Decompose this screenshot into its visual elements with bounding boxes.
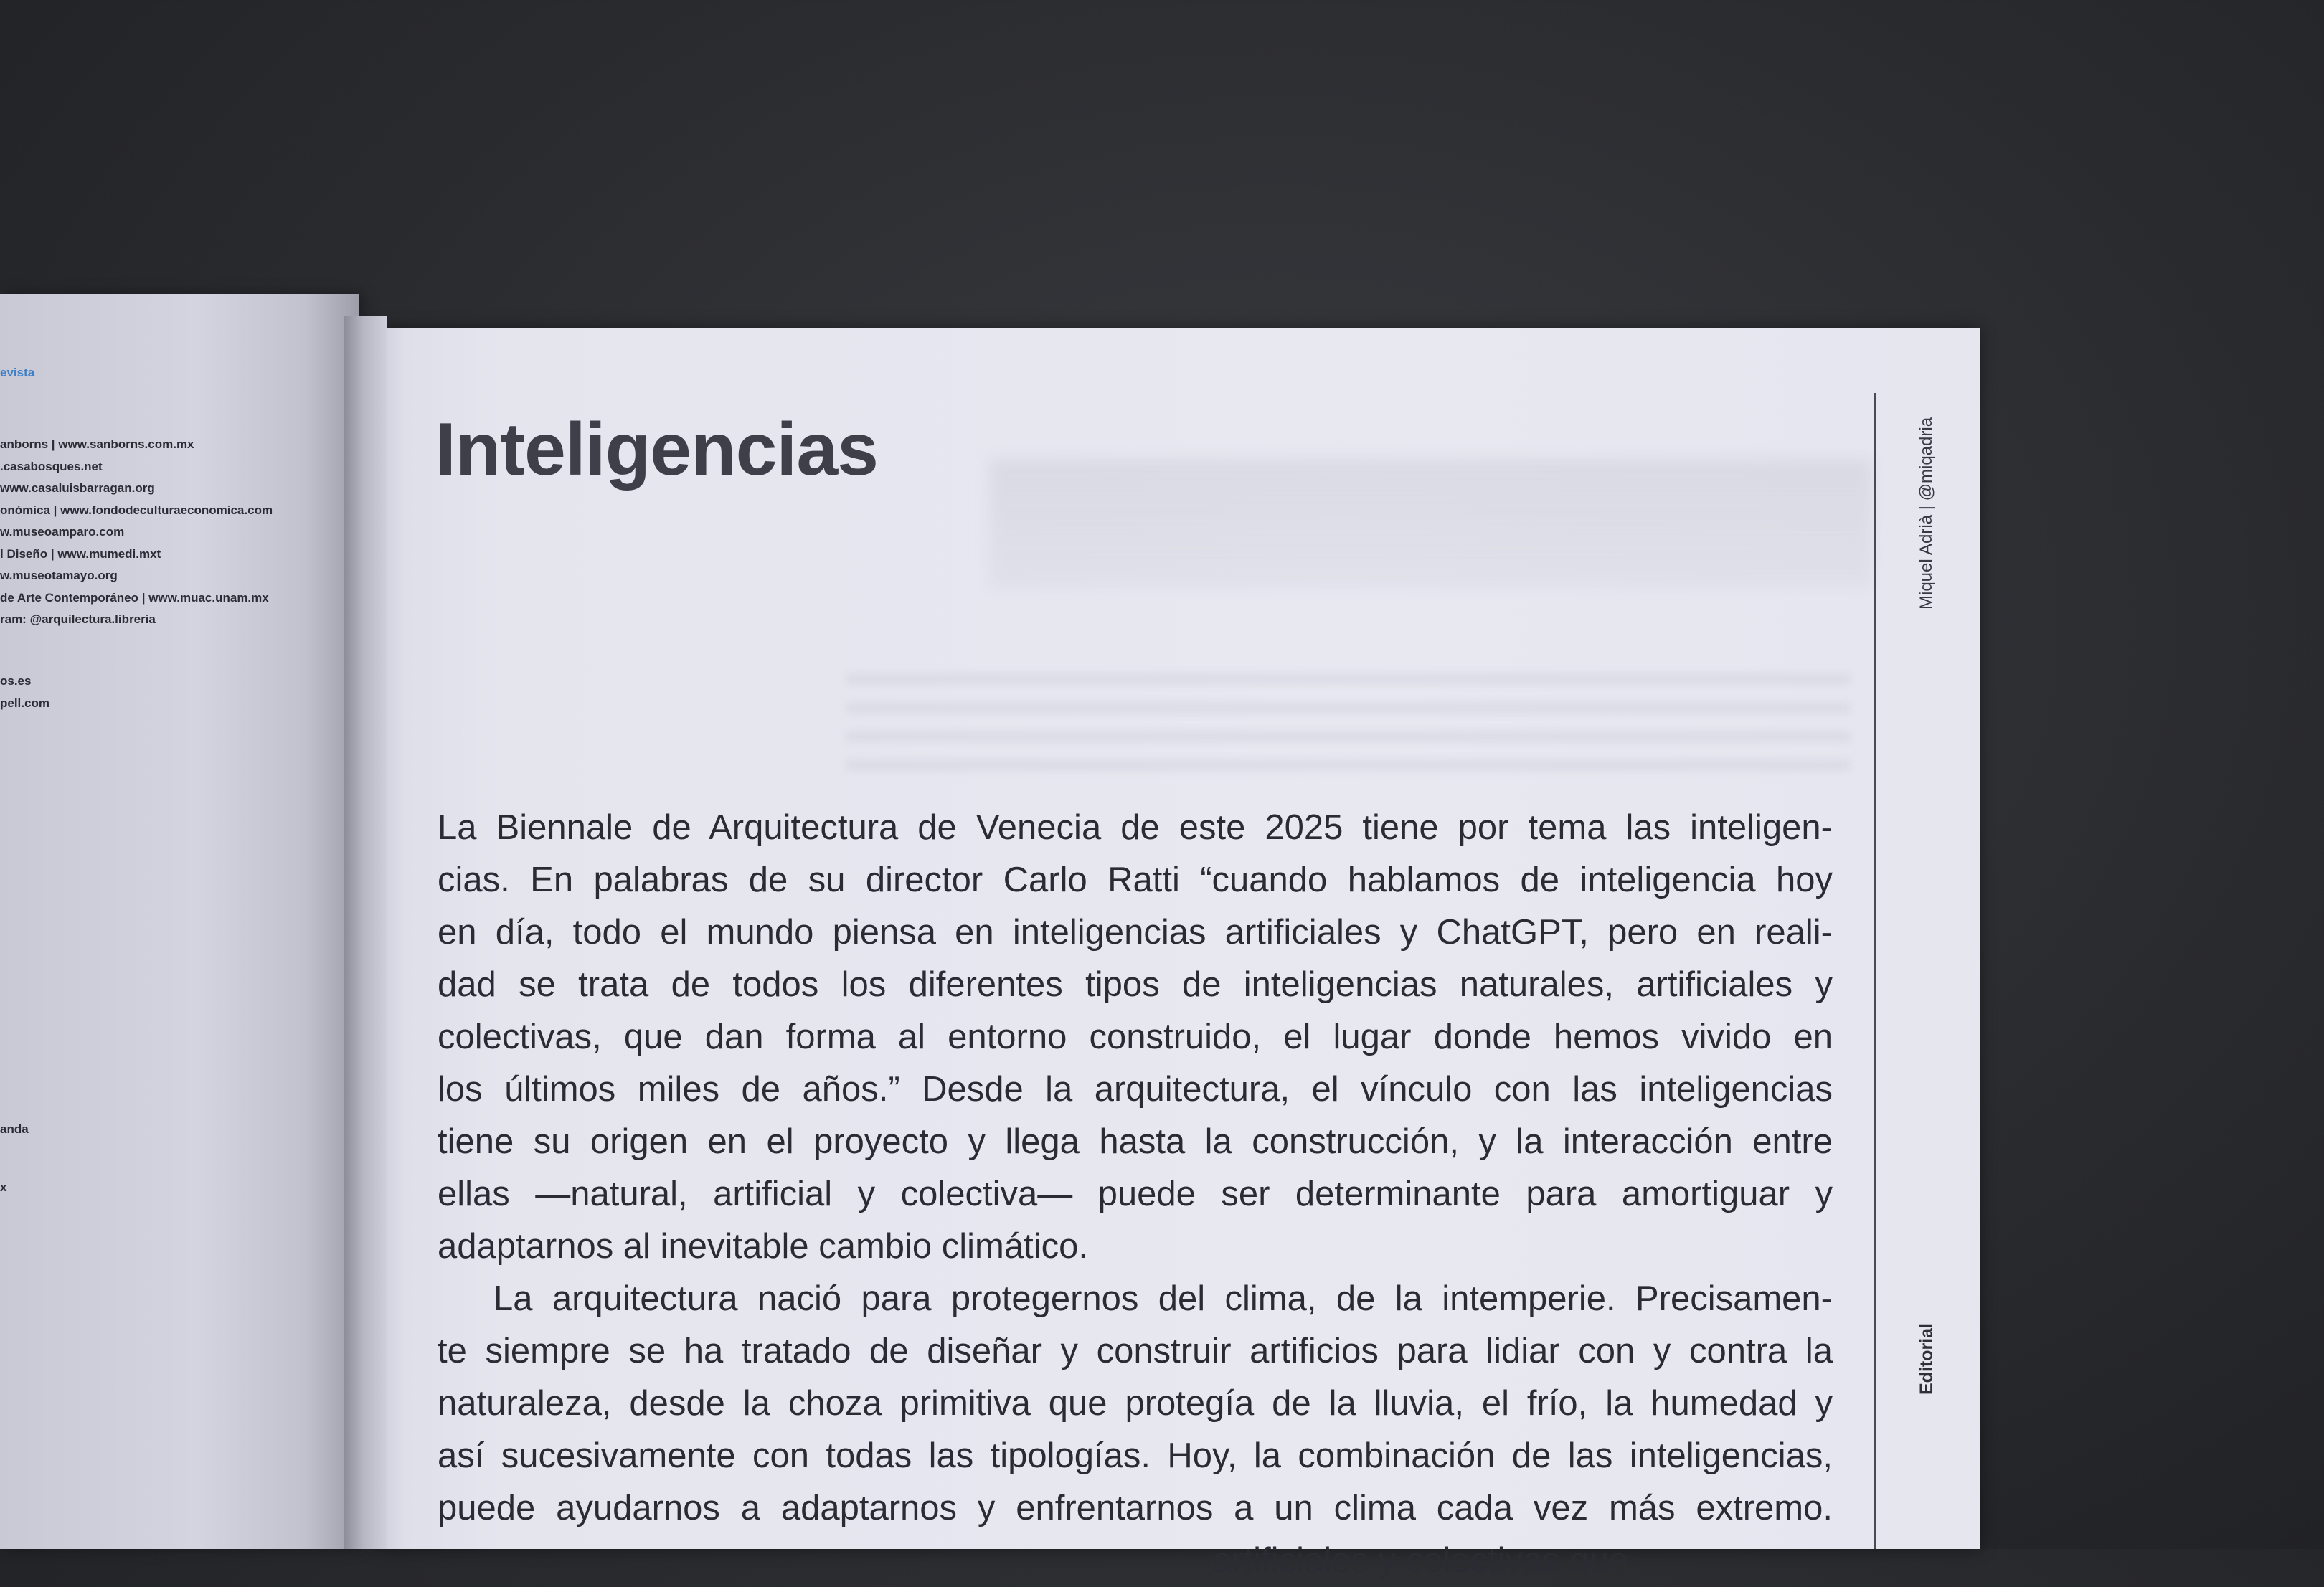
book-gutter [344, 316, 387, 1549]
left-page-line: ram: @arquilectura.libreria [0, 612, 156, 626]
body-line: te siempre se ha tratado de diseñar y construir artificios para lidiar con y contra la [438, 1332, 1833, 1370]
left-page-line: l Diseño | www.mumedi.mxt [0, 546, 161, 561]
left-page-line: pell.com [0, 696, 49, 710]
show-through-lines [846, 674, 1851, 774]
show-through-block [990, 459, 1872, 588]
body-line: colectivas, que dan forma al entorno construido, el lugar donde hemos vivido en [438, 1018, 1833, 1056]
body-line: La Biennale de Arquitectura de Venecia de este 2025 tiene por tema las inteligen- [438, 808, 1833, 847]
left-page-links-3 [0, 1119, 29, 1198]
article-body [438, 802, 1833, 1580]
body-line: tiene su origen en el proyecto y llega hasta la construcción, y la interacción entre [438, 1122, 1833, 1161]
body-line: los últimos miles de años.” Desde la arquitectura, el vínculo con las inteligencias [438, 1070, 1833, 1109]
section-label: Editorial [1917, 1322, 1937, 1395]
left-page-links-2 [0, 671, 49, 714]
left-page-line: os.es [0, 674, 32, 688]
left-page-line: de Arte Contemporáneo | www.muac.unam.mx [0, 590, 269, 605]
left-page-line: x [0, 1180, 7, 1194]
left-page [0, 294, 359, 1549]
body-line: dad se trata de todos los diferentes tipos de inteligencias naturales, artificiales y [438, 965, 1833, 1004]
body-line: naturaleza, desde la choza primitiva que protegía de la lluvia, el frío, la humedad y [438, 1384, 1833, 1423]
left-page-line: anborns | www.sanborns.com.mx [0, 437, 194, 451]
left-page-links [0, 434, 273, 631]
left-page-line: .casabosques.net [0, 459, 103, 473]
left-page-line: www.casaluisbarragan.org [0, 481, 155, 495]
left-page-header: evista [0, 366, 35, 379]
body-line: cias. En palabras de su director Carlo Ratti “cuando hablamos de inteligencia hoy [438, 861, 1833, 899]
sidebar-rule [1874, 393, 1876, 1549]
left-page-line: anda [0, 1122, 29, 1136]
body-line: adaptarnos al inevitable cambio climático. [438, 1227, 1088, 1266]
body-line: en día, todo el mundo piensa en inteligencias artificiales y ChatGPT, pero en reali- [438, 913, 1833, 952]
left-page-line: onómica | www.fondodeculturaeconomica.com [0, 503, 273, 517]
author-credit: Miquel Adrià | @miqadria [1917, 417, 1936, 610]
body-line: así sucesivamente con todas las tipologías. Hoy, la combinación de las inteligencias, [438, 1436, 1833, 1475]
left-page-line: w.museotamayo.org [0, 569, 118, 582]
body-line: puede ayudarnos a adaptarnos y enfrentarnos a un clima cada vez más extremo. [438, 1489, 1833, 1527]
article-title: Inteligencias [435, 408, 878, 491]
body-line-cut: artificiales y colectivas que [1212, 1541, 1629, 1580]
body-line: La arquitectura nació para protegernos del clima, de la intemperie. Precisamen- [493, 1279, 1833, 1318]
left-page-line: w.museoamparo.com [0, 525, 125, 539]
body-line: ellas —natural, artificial y colectiva— puede ser determinante para amortiguar y [438, 1175, 1833, 1213]
